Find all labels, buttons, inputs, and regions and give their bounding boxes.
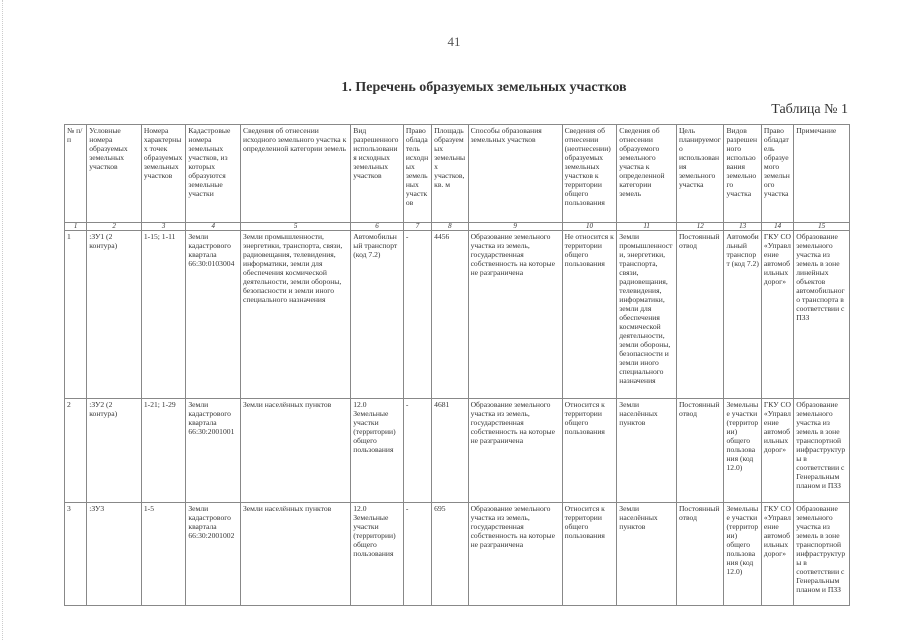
note: Образование земельного участка из земель в зоне транспортной инфраструктуры в соответствии с Генеральным планом и ПЗЗ — [794, 503, 850, 606]
column-number: 12 — [676, 223, 724, 231]
header-cell: Право обладатель исходных земельных участков — [403, 125, 431, 223]
column-number: 1 — [65, 223, 87, 231]
column-number: 13 — [724, 223, 761, 231]
column-number: 5 — [241, 223, 351, 231]
header-cell: Видов разрешенного использования земельного участка — [724, 125, 761, 223]
source-permitted-use: 12.0 Земельные участки (территории) общего пользования — [351, 399, 404, 503]
note: Образование земельного участка из земель в зоне линейных объектов автомобильного транспорта в соответствии с ПЗЗ — [794, 231, 850, 399]
source-permitted-use: Автомобильный транспорт (код 7.2) — [351, 231, 404, 399]
land-plots-table — [64, 124, 850, 606]
source-category: Земли населённых пунктов — [241, 503, 351, 606]
public-use-status: Относится к территории общего пользования — [562, 503, 617, 606]
column-number: 8 — [432, 223, 468, 231]
new-owner: ГКУ СО «Управление автомобильных дорог» — [761, 399, 793, 503]
new-category: Земли промышленности, энергетики, транспорта, связи, радиовещания, телевидения, информатики, земли для обеспечения космической деятельности, земли обороны, безопасности и земли иного специального назначения — [617, 231, 677, 399]
source-owner: - — [403, 503, 431, 606]
source-owner: - — [403, 231, 431, 399]
formation-method: Образование земельного участка из земель, государственная собственность на которые не разграничена — [468, 231, 562, 399]
new-permitted-use: Автомобильный транспорт (код 7.2) — [724, 231, 761, 399]
formation-method: Образование земельного участка из земель, государственная собственность на которые не разграничена — [468, 399, 562, 503]
plot-id: :ЗУ3 — [87, 503, 142, 606]
new-owner: ГКУ СО «Управление автомобильных дорог» — [761, 231, 793, 399]
plot-area: 4681 — [432, 399, 468, 503]
table-label: Таблица № 1 — [771, 102, 848, 117]
table-row — [65, 231, 850, 399]
header-cell: Кадастровые номера земельных участков, из которых образуются земельные участки — [186, 125, 241, 223]
source-cadastral: Земли кадастрового квартала 66:30:0103004 — [186, 231, 241, 399]
header-cell: Сведения об отнесении исходного земельного участка к определенной категории земель — [241, 125, 351, 223]
page-number: 41 — [447, 34, 461, 49]
new-permitted-use: Земельные участки (территории) общего пользования (код 12.0) — [724, 503, 761, 606]
row-number: 2 — [65, 399, 87, 503]
table-header-row — [65, 125, 850, 223]
header-cell: № п/п — [65, 125, 87, 223]
new-permitted-use: Земельные участки (территории) общего пользования (код 12.0) — [724, 399, 761, 503]
planned-purpose: Постоянный отвод — [676, 399, 724, 503]
page-edge — [2, 0, 4, 640]
header-cell: Условные номера образуемых земельных участков — [87, 125, 142, 223]
column-number: 11 — [617, 223, 677, 231]
row-number: 1 — [65, 231, 87, 399]
column-number: 7 — [403, 223, 431, 231]
header-cell: Сведения об отнесении (неотнесении) образуемых земельных участков к территории общего пользования — [562, 125, 617, 223]
planned-purpose: Постоянный отвод — [676, 231, 724, 399]
source-category: Земли промышленности, энергетики, транспорта, связи, радиовещания, телевидения, информатики, земли для обеспечения космической деятельности, земли обороны, безопасности и земли иного специального назначения — [241, 231, 351, 399]
column-number: 3 — [141, 223, 186, 231]
column-number-row — [65, 223, 850, 231]
boundary-points: 1-21; 1-29 — [141, 399, 186, 503]
plot-area: 4456 — [432, 231, 468, 399]
column-number: 9 — [468, 223, 562, 231]
planned-purpose: Постоянный отвод — [676, 503, 724, 606]
header-cell: Сведения об отнесении образуемого земельного участка к определенной категории земель — [617, 125, 677, 223]
new-category: Земли населённых пунктов — [617, 399, 677, 503]
source-owner: - — [403, 399, 431, 503]
header-cell: Цель планируемого использования земельного участка — [676, 125, 724, 223]
header-cell: Способы образования земельных участков — [468, 125, 562, 223]
source-permitted-use: 12.0 Земельные участки (территории) общего пользования — [351, 503, 404, 606]
column-number: 6 — [351, 223, 404, 231]
source-cadastral: Земли кадастрового квартала 66:30:2001001 — [186, 399, 241, 503]
column-number: 2 — [87, 223, 142, 231]
public-use-status: Относится к территории общего пользования — [562, 399, 617, 503]
header-cell: Вид разрешенного использования исходных земельных участков — [351, 125, 404, 223]
column-number: 15 — [794, 223, 850, 231]
table-row — [65, 503, 850, 606]
header-cell: Право обладатель образуемого земельного участка — [761, 125, 793, 223]
plot-id: :ЗУ2 (2 контура) — [87, 399, 142, 503]
formation-method: Образование земельного участка из земель, государственная собственность на которые не разграничена — [468, 503, 562, 606]
header-cell: Номера характерных точек образуемых земельных участков — [141, 125, 186, 223]
row-number: 3 — [65, 503, 87, 606]
document-title: 1. Перечень образуемых земельных участков — [341, 80, 627, 95]
note: Образование земельного участка из земель в зоне транспортной инфраструктуры в соответствии с Генеральным планом и ПЗЗ — [794, 399, 850, 503]
header-cell: Площадь образуемых земельных участков, кв. м — [432, 125, 468, 223]
table-row — [65, 399, 850, 503]
boundary-points: 1-15; 1-11 — [141, 231, 186, 399]
public-use-status: Не относится к территории общего пользования — [562, 231, 617, 399]
header-cell: Примечание — [794, 125, 850, 223]
boundary-points: 1-5 — [141, 503, 186, 606]
plot-area: 695 — [432, 503, 468, 606]
source-category: Земли населённых пунктов — [241, 399, 351, 503]
column-number: 4 — [186, 223, 241, 231]
new-category: Земли населённых пунктов — [617, 503, 677, 606]
column-number: 10 — [562, 223, 617, 231]
new-owner: ГКУ СО «Управление автомобильных дорог» — [761, 503, 793, 606]
source-cadastral: Земли кадастрового квартала 66:30:2001002 — [186, 503, 241, 606]
plot-id: :ЗУ1 (2 контура) — [87, 231, 142, 399]
column-number: 14 — [761, 223, 793, 231]
